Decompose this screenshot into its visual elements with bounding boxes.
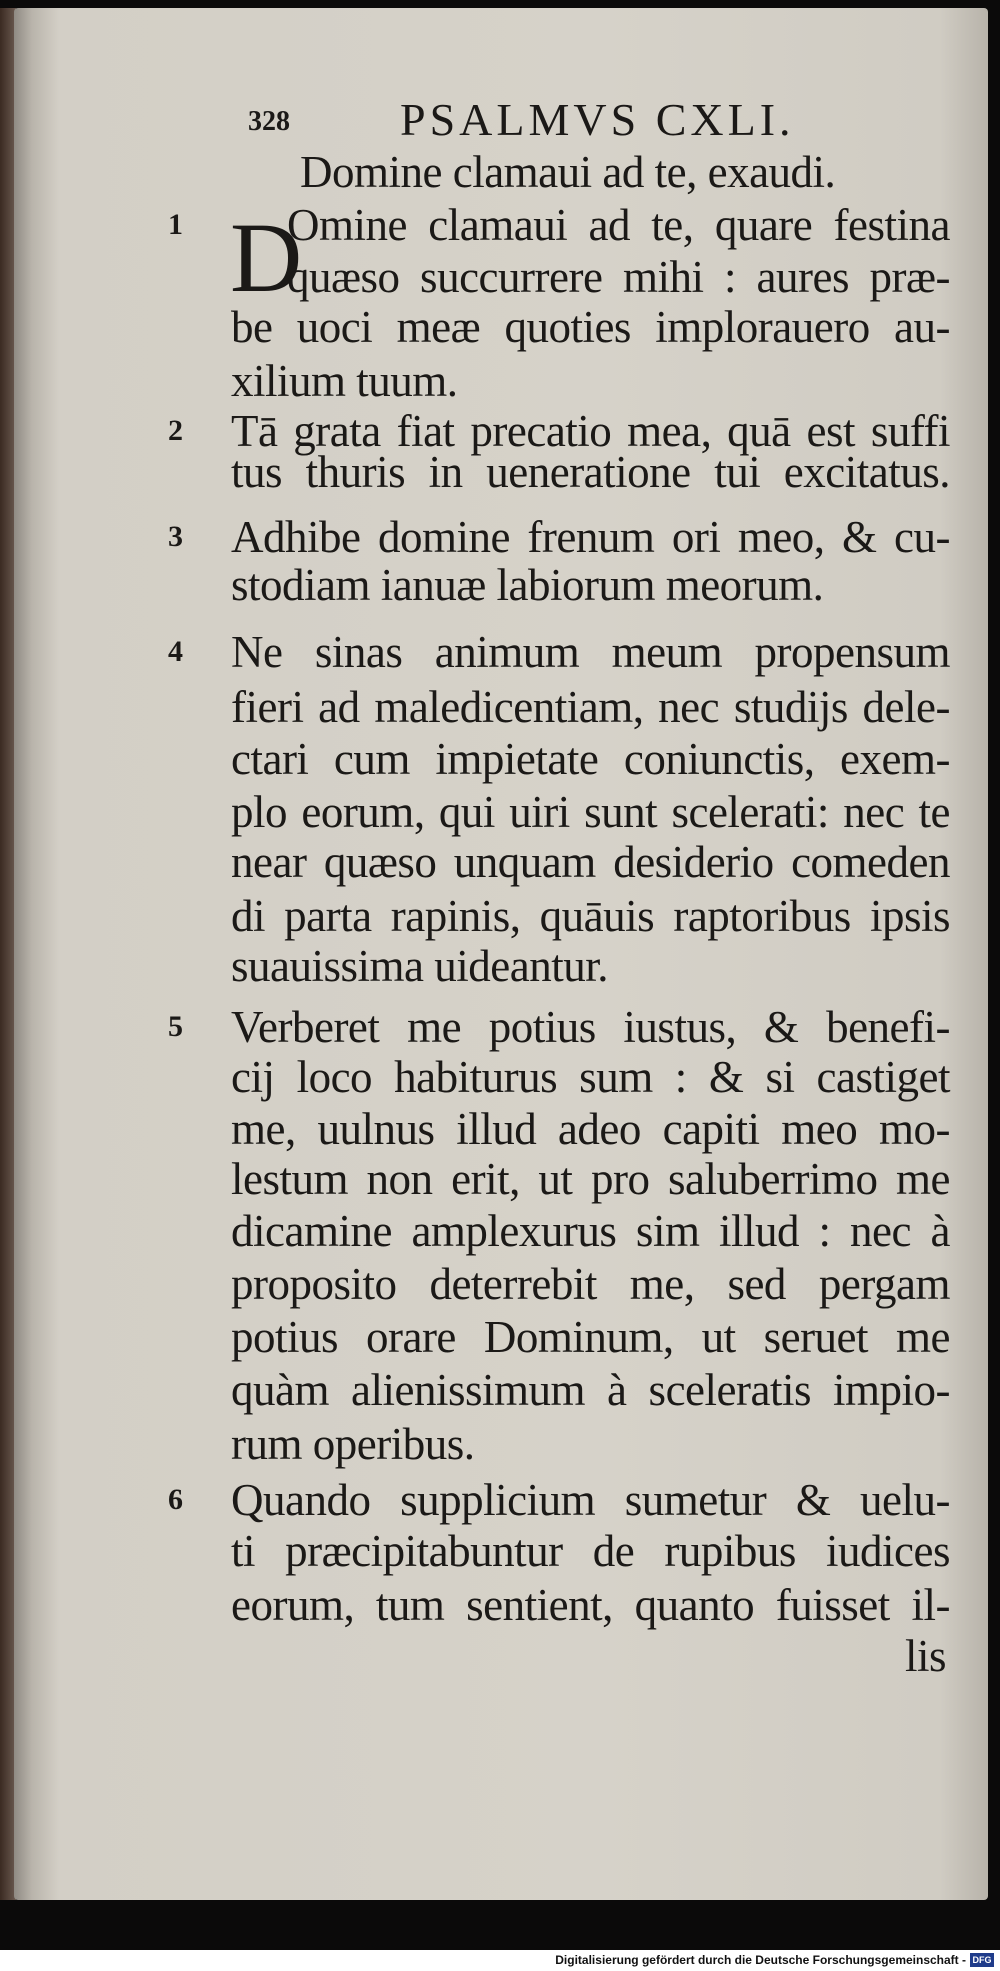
verse-number: 1 — [168, 208, 183, 241]
text-line: Verberet me potius iustus, & benefi- — [231, 1002, 950, 1052]
text-line: tus thuris in ueneratione tui excitatus. — [231, 447, 950, 497]
text-line: Ne sinas animum meum propensum — [231, 627, 950, 677]
text-line: eorum, tum sentient, quanto fuisset il- — [231, 1580, 950, 1630]
text-line: suauissima uideantur. — [231, 941, 608, 991]
text-line: stodiam ianuæ labiorum meorum. — [231, 560, 824, 610]
text-line: Tā grata fiat precatio mea, quā est suffi — [231, 406, 950, 456]
text-line: fieri ad maledicentiam, nec studijs dele- — [231, 682, 950, 732]
text-line: me, uulnus illud adeo capiti meo mo- — [231, 1104, 950, 1154]
text-line: Omine clamaui ad te, quare festina — [287, 200, 950, 250]
drop-cap: D — [230, 202, 303, 313]
verse-number: 2 — [168, 414, 183, 447]
text-line: quæso succurrere mihi : aures præ- — [287, 252, 950, 302]
verse-number: 3 — [168, 520, 183, 553]
text-line: Quando supplicium sumetur & uelu- — [231, 1475, 950, 1525]
text-line: quàm alienissimum à sceleratis impio- — [231, 1365, 950, 1415]
text-line: xilium tuum. — [231, 356, 458, 406]
text-line: be uoci meæ quoties implorauero au- — [231, 302, 950, 352]
text-line: ti præcipitabuntur de rupibus iudices — [231, 1526, 950, 1576]
text-line: rum operibus. — [231, 1419, 475, 1469]
text-line: lestum non erit, ut pro saluberrimo me — [231, 1154, 950, 1204]
text-line: potius orare Dominum, ut seruet me — [231, 1312, 950, 1362]
text-line: cij loco habiturus sum : & si castiget — [231, 1052, 950, 1102]
text-line: di parta rapinis, quāuis raptoribus ipsis — [231, 891, 950, 941]
text-line: proposito deterrebit me, sed pergam — [231, 1259, 950, 1309]
text-line: ctari cum impietate coniunctis, exem- — [231, 734, 950, 784]
text-line: Adhibe domine frenum ori meo, & cu- — [231, 512, 950, 562]
running-head: PSALMVS CXLI. — [400, 94, 795, 145]
psalm-title: Domine clamaui ad te, exaudi. — [300, 147, 836, 197]
text-line: dicamine amplexurus sim illud : nec à — [231, 1206, 950, 1256]
page-number: 328 — [248, 106, 290, 137]
verse-number: 4 — [168, 635, 183, 668]
text-line: near quæso unquam desiderio comeden — [231, 837, 950, 887]
dfg-logo: DFG — [970, 1953, 994, 1967]
verse-number: 6 — [168, 1483, 183, 1516]
funding-credit: Digitalisierung gefördert durch die Deutsche Forschungsgemeinschaft - — [555, 1953, 966, 1967]
catchword: lis — [905, 1631, 947, 1681]
footer-bar — [0, 1950, 1000, 1971]
verse-number: 5 — [168, 1010, 183, 1043]
text-line: plo eorum, qui uiri sunt scelerati: nec te — [231, 787, 950, 837]
